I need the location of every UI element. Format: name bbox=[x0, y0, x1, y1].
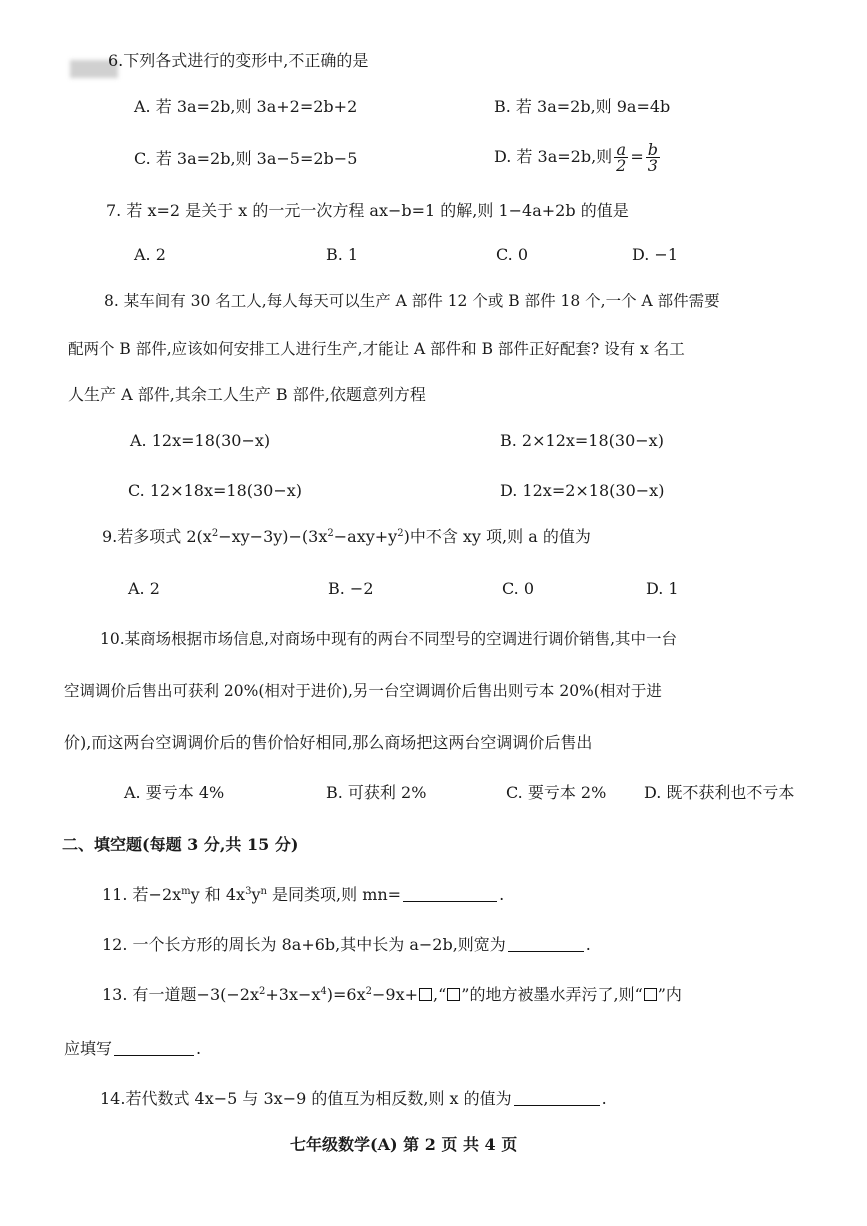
fraction-a-over-2: $\frac{a}{2}$ bbox=[616, 140, 627, 175]
question-10-line-1: 10.某商场根据市场信息,对商场中现有的两台不同型号的空调进行调价销售,其中一台 bbox=[100, 630, 678, 648]
ink-blot-box-icon bbox=[447, 988, 460, 1001]
question-8-option-b: B. 2×12x=18(30−x) bbox=[500, 431, 664, 450]
question-6-option-a: A. 若 3a=2b,则 3a+2=2b+2 bbox=[134, 97, 358, 116]
question-7-option-c: C. 0 bbox=[496, 245, 529, 264]
answer-blank[interactable] bbox=[508, 935, 584, 952]
question-6-option-d bbox=[494, 140, 662, 174]
answer-blank[interactable] bbox=[114, 1039, 194, 1056]
question-9-option-c: C. 0 bbox=[502, 579, 535, 598]
option-d-prefix: D. 若 3a=2b,则 bbox=[494, 147, 613, 166]
equals-sign: = bbox=[630, 147, 644, 166]
question-11: 11. 若$-2x^my$ 和 $4x^3y^n$ 是同类项,则 mn= . bbox=[102, 885, 505, 904]
section-2-title: 二、填空题(每题 3 分,共 15 分) bbox=[62, 835, 299, 854]
question-9-stem: 9.若多项式 $2(x^2-xy-3y)-(3x^2-axy+y^2)$中不含 xy 项,则 a 的值为 bbox=[102, 527, 591, 546]
question-9-option-b: B. −2 bbox=[328, 579, 374, 598]
fraction-b-over-3: $\frac{b}{3}$ bbox=[647, 140, 658, 175]
question-7-option-a: A. 2 bbox=[134, 245, 166, 264]
question-7-stem: 7. 若 x=2 是关于 x 的一元一次方程 ax−b=1 的解,则 1−4a+2b 的值是 bbox=[106, 201, 629, 220]
question-7-option-d: D. −1 bbox=[632, 245, 679, 264]
question-8-line-3: 人生产 A 部件,其余工人生产 B 部件,依题意列方程 bbox=[68, 385, 426, 404]
ink-blot-box-icon bbox=[419, 988, 432, 1001]
question-6-stem: 6.下列各式进行的变形中,不正确的是 bbox=[108, 51, 369, 70]
question-14: 14.若代数式 4x−5 与 3x−9 的值互为相反数,则 x 的值为 . bbox=[100, 1089, 607, 1108]
question-13-line-2: 应填写 . bbox=[64, 1039, 202, 1058]
question-8-line-2: 配两个 B 部件,应该如何安排工人进行生产,才能让 A 部件和 B 部件正好配套? 设有 x 名工 bbox=[68, 340, 685, 358]
question-12: 12. 一个长方形的周长为 8a+6b,其中长为 a−2b,则宽为 . bbox=[102, 935, 591, 954]
question-8-line-1: 8. 某车间有 30 名工人,每人每天可以生产 A 部件 12 个或 B 部件 18 个,一个 A 部件需要 bbox=[104, 292, 720, 310]
question-8-option-c: C. 12×18x=18(30−x) bbox=[128, 481, 303, 500]
ink-blot-box-icon bbox=[644, 988, 657, 1001]
answer-blank[interactable] bbox=[403, 885, 497, 902]
question-10-option-d: D. 既不获利也不亏本 bbox=[644, 783, 795, 802]
question-10-line-3: 价),而这两台空调调价后的售价恰好相同,那么商场把这两台空调调价后售出 bbox=[64, 733, 593, 752]
question-10-option-a: A. 要亏本 4% bbox=[124, 783, 225, 802]
question-10-option-b: B. 可获利 2% bbox=[326, 783, 427, 802]
question-9-option-a: A. 2 bbox=[128, 579, 160, 598]
question-10-option-c: C. 要亏本 2% bbox=[506, 783, 607, 802]
page-footer: 七年级数学(A) 第 2 页 共 4 页 bbox=[290, 1135, 518, 1154]
question-7-option-b: B. 1 bbox=[326, 245, 359, 264]
question-9-option-d: D. 1 bbox=[646, 579, 679, 598]
answer-blank[interactable] bbox=[514, 1089, 600, 1106]
question-6-option-c: C. 若 3a=2b,则 3a−5=2b−5 bbox=[134, 149, 358, 168]
question-13-line-1: 13. 有一道题$-3(-2x^2+3x-x^4)=6x^2-9x+$ ,“ ”的地方被墨水弄污了,则“ ”内 bbox=[102, 985, 682, 1004]
question-8-option-a: A. 12x=18(30−x) bbox=[130, 431, 271, 450]
question-6-option-b: B. 若 3a=2b,则 9a=4b bbox=[494, 97, 671, 116]
question-10-line-2: 空调调价后售出可获利 20%(相对于进价),另一台空调调价后售出则亏本 20%(相对于进 bbox=[64, 682, 662, 700]
question-8-option-d: D. 12x=2×18(30−x) bbox=[500, 481, 665, 500]
